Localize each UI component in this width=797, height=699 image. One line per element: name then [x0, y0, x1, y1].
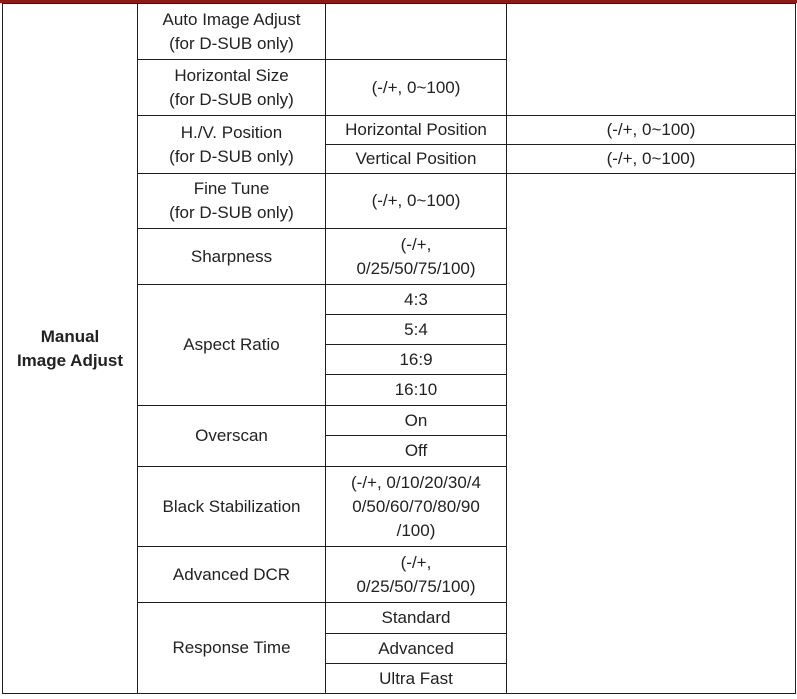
auto-image-adjust-cell: [138, 4, 326, 60]
horizontal-size-value: (-/+, 0~100): [326, 60, 507, 116]
horizontal-position-label: Horizontal Position: [326, 116, 507, 145]
overscan-option: Off: [326, 436, 507, 467]
advanced-dcr-label: Advanced DCR: [138, 547, 326, 603]
empty-cell: [507, 174, 796, 694]
vertical-position-value: (-/+, 0~100): [507, 145, 796, 174]
horizontal-position-value: (-/+, 0~100): [507, 116, 796, 145]
advanced-dcr-value-cell: [326, 547, 507, 603]
black-stabilization-label: Black Stabilization: [138, 467, 326, 547]
overscan-label: Overscan: [138, 406, 326, 467]
table-row: [3, 4, 796, 60]
black-stabilization-value-cell: [326, 467, 507, 547]
response-time-option: Ultra Fast: [326, 664, 507, 694]
black-stabilization-value-line1: (-/+, 0/10/20/30/4: [351, 472, 481, 492]
horizontal-size-note: (for D-SUB only): [169, 89, 294, 109]
response-time-option: Advanced: [326, 634, 507, 664]
sharpness-label: Sharpness: [138, 229, 326, 285]
black-stabilization-value-line2: 0/50/60/70/80/90: [352, 496, 480, 516]
auto-image-adjust-label: Auto Image Adjust: [162, 9, 301, 29]
overscan-option: On: [326, 406, 507, 436]
sharpness-value-line1: (-/+,: [400, 234, 432, 254]
aspect-ratio-option: 16:10: [326, 375, 507, 406]
response-time-option: Standard: [326, 603, 507, 634]
auto-image-adjust-note: (for D-SUB only): [169, 33, 294, 53]
sharpness-value-cell: [326, 229, 507, 285]
fine-tune-label: Fine Tune: [193, 179, 270, 198]
vertical-position-label: Vertical Position: [326, 145, 507, 174]
osd-menu-table: [2, 3, 796, 694]
main-category-line1: Manual: [40, 326, 100, 346]
advanced-dcr-value-line2: 0/25/50/75/100): [356, 576, 476, 596]
main-category-line2: Image Adjust: [16, 350, 124, 370]
empty-cell: [507, 4, 796, 116]
fine-tune-value: (-/+, 0~100): [326, 174, 507, 229]
main-category-cell: [3, 4, 138, 694]
aspect-ratio-option: 16:9: [326, 345, 507, 375]
sharpness-value-line2: 0/25/50/75/100): [356, 258, 476, 278]
aspect-ratio-option: 5:4: [326, 315, 507, 345]
black-stabilization-value-line3: /100): [396, 520, 436, 540]
aspect-ratio-option: 4:3: [326, 285, 507, 315]
hv-position-note: (for D-SUB only): [169, 146, 294, 166]
hv-position-cell: [138, 116, 326, 174]
horizontal-size-cell: [138, 60, 326, 116]
advanced-dcr-value-line1: (-/+,: [400, 552, 432, 572]
aspect-ratio-label: Aspect Ratio: [138, 285, 326, 406]
horizontal-size-label: Horizontal Size: [174, 65, 289, 85]
fine-tune-cell: [138, 174, 326, 229]
fine-tune-note: (for D-SUB only): [169, 203, 294, 222]
response-time-label: Response Time: [138, 603, 326, 694]
hv-position-label: H./V. Position: [180, 122, 283, 142]
empty-cell: [326, 4, 507, 60]
